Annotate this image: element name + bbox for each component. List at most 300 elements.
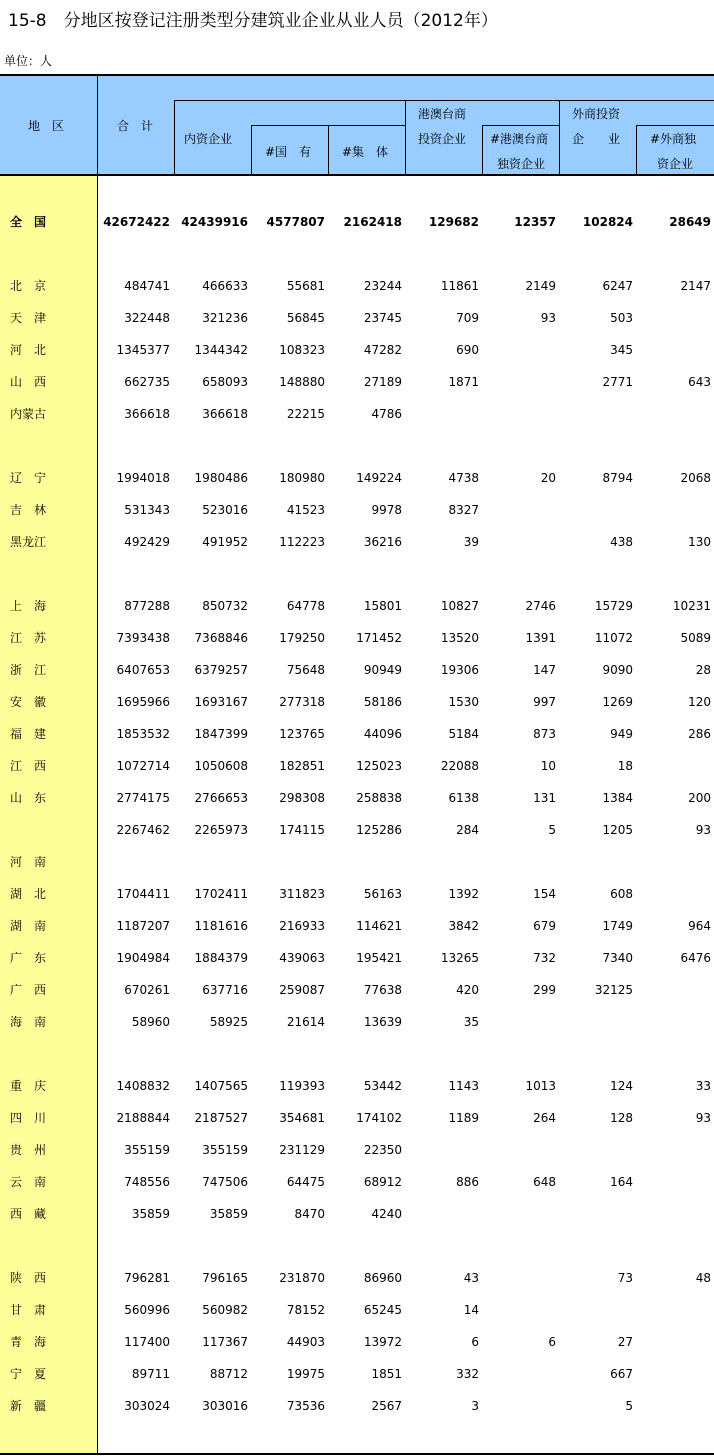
cell-domestic: 42439916 — [181, 215, 248, 229]
cell-total: 1072714 — [116, 759, 170, 773]
cell-collective: 68912 — [363, 1175, 402, 1189]
cell-total: 58960 — [131, 1015, 170, 1029]
cell-collective: 90949 — [363, 663, 402, 677]
cell-foreign-sole: 28649 — [669, 215, 711, 229]
cell-hmt-sole: 648 — [533, 1175, 556, 1189]
cell-foreign-sole: 120 — [688, 695, 711, 709]
cell-domestic: 1884379 — [194, 951, 248, 965]
cell-foreign-sole — [637, 406, 711, 422]
cell-hmt: 1189 — [448, 1111, 479, 1125]
header-domestic: 内资企业 — [184, 132, 233, 146]
cell-domestic: 303016 — [202, 1399, 248, 1413]
cell-hmt-sole — [482, 1206, 556, 1222]
row-region: 山 西 — [10, 375, 47, 389]
cell-domestic: 466633 — [202, 279, 248, 293]
cell-hmt-sole — [482, 1142, 556, 1158]
cell-collective: 9978 — [371, 503, 402, 517]
row-region: 广 东 — [10, 951, 47, 965]
cell-collective: 4240 — [371, 1207, 402, 1221]
cell-hmt-sole — [482, 854, 556, 870]
cell-hmt: 8327 — [448, 503, 479, 517]
row-region: 西 藏 — [10, 1207, 47, 1221]
cell-hmt-sole: 20 — [540, 471, 556, 485]
cell-hmt — [405, 1142, 479, 1158]
row-region: 内蒙古 — [10, 407, 47, 421]
cell-hmt — [405, 854, 479, 870]
cell-foreign-sole — [637, 342, 711, 358]
cell-hmt: 22088 — [440, 759, 479, 773]
cell-foreign: 667 — [610, 1367, 633, 1381]
cell-domestic: 117367 — [202, 1335, 248, 1349]
cell-foreign-sole: 200 — [688, 791, 711, 805]
cell-foreign-sole — [637, 1014, 711, 1030]
header-foreign-line1: 外商投资 — [572, 107, 621, 121]
cell-total: 35859 — [131, 1207, 170, 1221]
row-region: 江 苏 — [10, 631, 47, 645]
cell-foreign-sole: 286 — [688, 727, 711, 741]
cell-state-owned: 123765 — [279, 727, 325, 741]
cell-collective: 13639 — [363, 1015, 402, 1029]
header-bottom-border — [0, 174, 714, 176]
cell-domestic: 355159 — [202, 1143, 248, 1157]
cell-state-owned: 298308 — [279, 791, 325, 805]
cell-total: 1408832 — [116, 1079, 170, 1093]
cell-state-owned: 19975 — [286, 1367, 325, 1381]
cell-hmt: 5184 — [448, 727, 479, 741]
cell-total: 796281 — [124, 1271, 170, 1285]
row-region: 海 南 — [10, 1015, 47, 1029]
cell-foreign — [559, 1302, 633, 1318]
row-region: 全 国 — [10, 215, 47, 229]
cell-hmt-sole — [482, 1366, 556, 1382]
cell-hmt: 43 — [463, 1271, 479, 1285]
cell-foreign: 1269 — [602, 695, 633, 709]
cell-collective: 1851 — [371, 1367, 402, 1381]
cell-foreign-sole — [637, 502, 711, 518]
divider — [328, 125, 329, 174]
cell-hmt-sole: 732 — [533, 951, 556, 965]
cell-state-owned: 119393 — [279, 1079, 325, 1093]
cell-hmt: 3842 — [448, 919, 479, 933]
row-region: 青 海 — [10, 1335, 47, 1349]
cell-domestic: 637716 — [202, 983, 248, 997]
cell-collective: 23244 — [363, 279, 402, 293]
cell-hmt-sole: 997 — [533, 695, 556, 709]
cell-foreign: 8794 — [602, 471, 633, 485]
cell-collective: 171452 — [356, 631, 402, 645]
cell-foreign-sole — [637, 982, 711, 998]
cell-foreign-sole — [637, 1334, 711, 1350]
cell-foreign: 1205 — [602, 823, 633, 837]
divider — [174, 100, 175, 174]
cell-total: 355159 — [124, 1143, 170, 1157]
row-region: 河 北 — [10, 343, 47, 357]
cell-total: 748556 — [124, 1175, 170, 1189]
cell-foreign: 345 — [610, 343, 633, 357]
row-region: 辽 宁 — [10, 471, 47, 485]
row-region: 新 疆 — [10, 1399, 47, 1413]
divider — [174, 100, 714, 101]
cell-foreign-sole: 130 — [688, 535, 711, 549]
cell-foreign-sole — [637, 1398, 711, 1414]
cell-collective: 114621 — [356, 919, 402, 933]
cell-collective: 27189 — [363, 375, 402, 389]
cell-state-owned: 354681 — [279, 1111, 325, 1125]
header-foreign-sole-line1: #外商独 — [650, 132, 697, 146]
cell-state-owned: 108323 — [279, 343, 325, 357]
cell-foreign-sole: 5089 — [680, 631, 711, 645]
cell-foreign-sole — [637, 758, 711, 774]
cell-foreign: 73 — [617, 1271, 633, 1285]
divider — [251, 125, 252, 174]
cell-hmt-sole: 12357 — [514, 215, 556, 229]
cell-collective: 15801 — [363, 599, 402, 613]
cell-domestic: 523016 — [202, 503, 248, 517]
row-region: 重 庆 — [10, 1079, 47, 1093]
cell-foreign: 15729 — [594, 599, 633, 613]
cell-total: 7393438 — [116, 631, 170, 645]
cell-state-owned: 21614 — [286, 1015, 325, 1029]
cell-foreign: 32125 — [594, 983, 633, 997]
cell-foreign-sole: 10231 — [672, 599, 711, 613]
cell-domestic: 1050608 — [194, 759, 248, 773]
cell-domestic: 366618 — [202, 407, 248, 421]
cell-state-owned: 73536 — [286, 1399, 325, 1413]
cell-domestic: 1344342 — [194, 343, 248, 357]
cell-hmt-sole: 1391 — [525, 631, 556, 645]
cell-foreign — [559, 502, 633, 518]
row-region: 陕 西 — [10, 1271, 47, 1285]
cell-foreign-sole — [637, 1174, 711, 1190]
cell-foreign: 438 — [610, 535, 633, 549]
row-region: 北 京 — [10, 279, 47, 293]
cell-hmt-sole: 5 — [548, 823, 556, 837]
cell-collective: 86960 — [363, 1271, 402, 1285]
cell-domestic: 850732 — [202, 599, 248, 613]
cell-hmt: 19306 — [440, 663, 479, 677]
cell-total: 366618 — [124, 407, 170, 421]
cell-foreign: 128 — [610, 1111, 633, 1125]
divider — [636, 125, 637, 174]
cell-foreign-sole — [637, 886, 711, 902]
cell-foreign-sole: 964 — [688, 919, 711, 933]
row-region: 湖 北 — [10, 887, 47, 901]
cell-foreign: 503 — [610, 311, 633, 325]
row-region: 福 建 — [10, 727, 47, 741]
cell-state-owned: 180980 — [279, 471, 325, 485]
cell-total: 2267462 — [116, 823, 170, 837]
cell-foreign: 102824 — [582, 215, 633, 229]
cell-hmt-sole: 299 — [533, 983, 556, 997]
cell-collective: 258838 — [356, 791, 402, 805]
cell-hmt-sole — [482, 1302, 556, 1318]
cell-hmt: 39 — [463, 535, 479, 549]
cell-foreign: 5 — [625, 1399, 633, 1413]
cell-state-owned: 75648 — [286, 663, 325, 677]
cell-domestic: 88712 — [209, 1367, 248, 1381]
cell-hmt: 11861 — [440, 279, 479, 293]
cell-total: 322448 — [124, 311, 170, 325]
cell-foreign-sole: 643 — [688, 375, 711, 389]
cell-state-owned: 216933 — [279, 919, 325, 933]
cell-total: 877288 — [124, 599, 170, 613]
divider — [636, 125, 714, 126]
cell-total: 1994018 — [116, 471, 170, 485]
unit-label: 单位：人 — [4, 54, 53, 68]
cell-hmt — [405, 406, 479, 422]
cell-hmt: 6138 — [448, 791, 479, 805]
header-foreign-sole-line2: 资企业 — [657, 157, 694, 171]
cell-hmt — [405, 1206, 479, 1222]
row-region: 吉 林 — [10, 503, 47, 517]
cell-domestic: 1980486 — [194, 471, 248, 485]
cell-hmt: 10827 — [440, 599, 479, 613]
cell-state-owned: 41523 — [286, 503, 325, 517]
cell-collective: 44096 — [363, 727, 402, 741]
cell-hmt: 1143 — [448, 1079, 479, 1093]
row-region: 上 海 — [10, 599, 47, 613]
cell-hmt: 129682 — [428, 215, 479, 229]
cell-hmt: 690 — [456, 343, 479, 357]
header-region: 地 区 — [28, 119, 65, 133]
row-region: 云 南 — [10, 1175, 47, 1189]
divider — [405, 100, 406, 174]
cell-foreign-sole — [637, 854, 711, 870]
cell-state-owned: 64475 — [286, 1175, 325, 1189]
cell-state-owned: 439063 — [279, 951, 325, 965]
header-foreign-line2: 企 业 — [572, 132, 621, 146]
cell-total: 662735 — [124, 375, 170, 389]
cell-collective: 53442 — [363, 1079, 402, 1093]
cell-state-owned: 4577807 — [266, 215, 325, 229]
cell-hmt: 13520 — [440, 631, 479, 645]
cell-hmt: 1392 — [448, 887, 479, 901]
cell-domestic: 35859 — [209, 1207, 248, 1221]
cell-domestic: 2766653 — [194, 791, 248, 805]
cell-state-owned: 22215 — [286, 407, 325, 421]
cell-foreign: 124 — [610, 1079, 633, 1093]
cell-domestic: 1693167 — [194, 695, 248, 709]
header-hmt-sole-line2: 独资企业 — [497, 157, 546, 171]
cell-total: 1904984 — [116, 951, 170, 965]
cell-state-owned: 8470 — [294, 1207, 325, 1221]
cell-state-owned: 148880 — [279, 375, 325, 389]
row-region: 山 东 — [10, 791, 47, 805]
cell-domestic: 6379257 — [194, 663, 248, 677]
cell-total: 6407653 — [116, 663, 170, 677]
cell-domestic: 1181616 — [194, 919, 248, 933]
cell-state-owned: 64778 — [286, 599, 325, 613]
cell-collective: 4786 — [371, 407, 402, 421]
cell-foreign-sole: 28 — [695, 663, 711, 677]
cell-domestic: 747506 — [202, 1175, 248, 1189]
row-region: 江 西 — [10, 759, 47, 773]
cell-hmt-sole: 2149 — [525, 279, 556, 293]
cell-hmt: 284 — [456, 823, 479, 837]
cell-state-owned: 231129 — [279, 1143, 325, 1157]
table-bottom-border — [0, 1453, 714, 1455]
row-region: 天 津 — [10, 311, 47, 325]
cell-hmt: 886 — [456, 1175, 479, 1189]
page-title: 15-8 分地区按登记注册类型分建筑业企业从业人员（2012年） — [8, 11, 498, 31]
cell-foreign — [559, 854, 633, 870]
cell-collective: 2162418 — [343, 215, 402, 229]
cell-total: 2774175 — [116, 791, 170, 805]
cell-hmt-sole: 873 — [533, 727, 556, 741]
cell-total: 492429 — [124, 535, 170, 549]
cell-foreign-sole: 2068 — [680, 471, 711, 485]
cell-foreign — [559, 1142, 633, 1158]
cell-domestic: 1847399 — [194, 727, 248, 741]
cell-collective: 125286 — [356, 823, 402, 837]
cell-domestic: 560982 — [202, 1303, 248, 1317]
cell-collective: 195421 — [356, 951, 402, 965]
cell-hmt: 13265 — [440, 951, 479, 965]
cell-state-owned: 44903 — [286, 1335, 325, 1349]
cell-hmt-sole: 1013 — [525, 1079, 556, 1093]
header-state-owned: #国 有 — [265, 145, 312, 159]
cell-hmt-sole — [482, 1398, 556, 1414]
cell-foreign: 18 — [617, 759, 633, 773]
cell-hmt-sole: 147 — [533, 663, 556, 677]
cell-foreign-sole: 2147 — [680, 279, 711, 293]
cell-domestic: 796165 — [202, 1271, 248, 1285]
cell-hmt-sole — [482, 1014, 556, 1030]
cell-collective: 36216 — [363, 535, 402, 549]
row-region — [10, 822, 90, 838]
cell-foreign: 1384 — [602, 791, 633, 805]
cell-foreign-sole: 93 — [695, 1111, 711, 1125]
cell-total: 670261 — [124, 983, 170, 997]
cell-domestic: 7368846 — [194, 631, 248, 645]
cell-total: 42672422 — [103, 215, 170, 229]
cell-hmt-sole — [482, 374, 556, 390]
header-hmt-line1: 港澳台商 — [418, 107, 467, 121]
row-region: 四 川 — [10, 1111, 47, 1125]
cell-foreign: 608 — [610, 887, 633, 901]
divider — [559, 100, 560, 174]
cell-collective: 56163 — [363, 887, 402, 901]
cell-total: 1853532 — [116, 727, 170, 741]
cell-hmt-sole: 131 — [533, 791, 556, 805]
cell-total: 303024 — [124, 1399, 170, 1413]
cell-state-owned: 259087 — [279, 983, 325, 997]
cell-hmt: 3 — [471, 1399, 479, 1413]
cell-domestic: 321236 — [202, 311, 248, 325]
cell-hmt-sole: 679 — [533, 919, 556, 933]
cell-foreign-sole — [637, 1206, 711, 1222]
cell-foreign: 2771 — [602, 375, 633, 389]
cell-foreign: 1749 — [602, 919, 633, 933]
header-hmt-line2: 投资企业 — [418, 132, 467, 146]
cell-foreign: 7340 — [602, 951, 633, 965]
cell-hmt-sole — [482, 406, 556, 422]
cell-collective: 13972 — [363, 1335, 402, 1349]
row-region: 黑龙江 — [10, 535, 47, 549]
cell-state-owned: 174115 — [279, 823, 325, 837]
cell-hmt: 4738 — [448, 471, 479, 485]
cell-domestic: 491952 — [202, 535, 248, 549]
row-region: 贵 州 — [10, 1143, 47, 1157]
cell-hmt-sole — [482, 1270, 556, 1286]
cell-hmt-sole: 2746 — [525, 599, 556, 613]
cell-state-owned: 231870 — [279, 1271, 325, 1285]
cell-total: 1704411 — [116, 887, 170, 901]
cell-total: 1345377 — [116, 343, 170, 357]
cell-foreign: 949 — [610, 727, 633, 741]
cell-domestic — [174, 854, 248, 870]
cell-collective: 125023 — [356, 759, 402, 773]
row-region: 安 徽 — [10, 695, 47, 709]
header-total: 合 计 — [117, 119, 154, 133]
cell-state-owned: 277318 — [279, 695, 325, 709]
divider — [251, 125, 405, 126]
cell-state-owned: 182851 — [279, 759, 325, 773]
cell-total: 1187207 — [116, 919, 170, 933]
cell-foreign-sole: 93 — [695, 823, 711, 837]
cell-foreign: 27 — [617, 1335, 633, 1349]
cell-total — [96, 854, 170, 870]
cell-total: 531343 — [124, 503, 170, 517]
cell-collective: 47282 — [363, 343, 402, 357]
divider — [482, 125, 559, 126]
cell-hmt: 14 — [463, 1303, 479, 1317]
cell-state-owned: 112223 — [279, 535, 325, 549]
cell-domestic: 1702411 — [194, 887, 248, 901]
cell-collective: 23745 — [363, 311, 402, 325]
cell-domestic: 2187527 — [194, 1111, 248, 1125]
cell-state-owned: 179250 — [279, 631, 325, 645]
row-region: 浙 江 — [10, 663, 47, 677]
cell-foreign-sole: 48 — [695, 1271, 711, 1285]
cell-collective — [328, 854, 402, 870]
cell-collective: 149224 — [356, 471, 402, 485]
row-region: 湖 南 — [10, 919, 47, 933]
cell-foreign — [559, 1206, 633, 1222]
cell-collective: 77638 — [363, 983, 402, 997]
cell-collective: 22350 — [363, 1143, 402, 1157]
cell-hmt: 6 — [471, 1335, 479, 1349]
cell-hmt: 1530 — [448, 695, 479, 709]
row-region: 甘 肃 — [10, 1303, 47, 1317]
cell-domestic: 2265973 — [194, 823, 248, 837]
cell-hmt: 420 — [456, 983, 479, 997]
cell-domestic: 58925 — [209, 1015, 248, 1029]
cell-total: 484741 — [124, 279, 170, 293]
cell-hmt-sole — [482, 342, 556, 358]
cell-hmt-sole — [482, 502, 556, 518]
cell-collective: 65245 — [363, 1303, 402, 1317]
row-region: 宁 夏 — [10, 1367, 47, 1381]
cell-foreign — [559, 406, 633, 422]
row-region: 河 南 — [10, 855, 47, 869]
cell-collective: 2567 — [371, 1399, 402, 1413]
cell-collective: 174102 — [356, 1111, 402, 1125]
cell-state-owned: 55681 — [286, 279, 325, 293]
divider — [482, 125, 483, 174]
cell-domestic: 1407565 — [194, 1079, 248, 1093]
cell-total: 560996 — [124, 1303, 170, 1317]
cell-total: 117400 — [124, 1335, 170, 1349]
header-collective: #集 体 — [342, 145, 389, 159]
header-hmt-sole-line1: #港澳台商 — [490, 132, 549, 146]
cell-foreign-sole — [637, 1142, 711, 1158]
cell-hmt-sole: 93 — [540, 311, 556, 325]
cell-foreign-sole — [637, 1366, 711, 1382]
region-column-background — [0, 174, 97, 1454]
cell-foreign: 6247 — [602, 279, 633, 293]
cell-hmt: 332 — [456, 1367, 479, 1381]
